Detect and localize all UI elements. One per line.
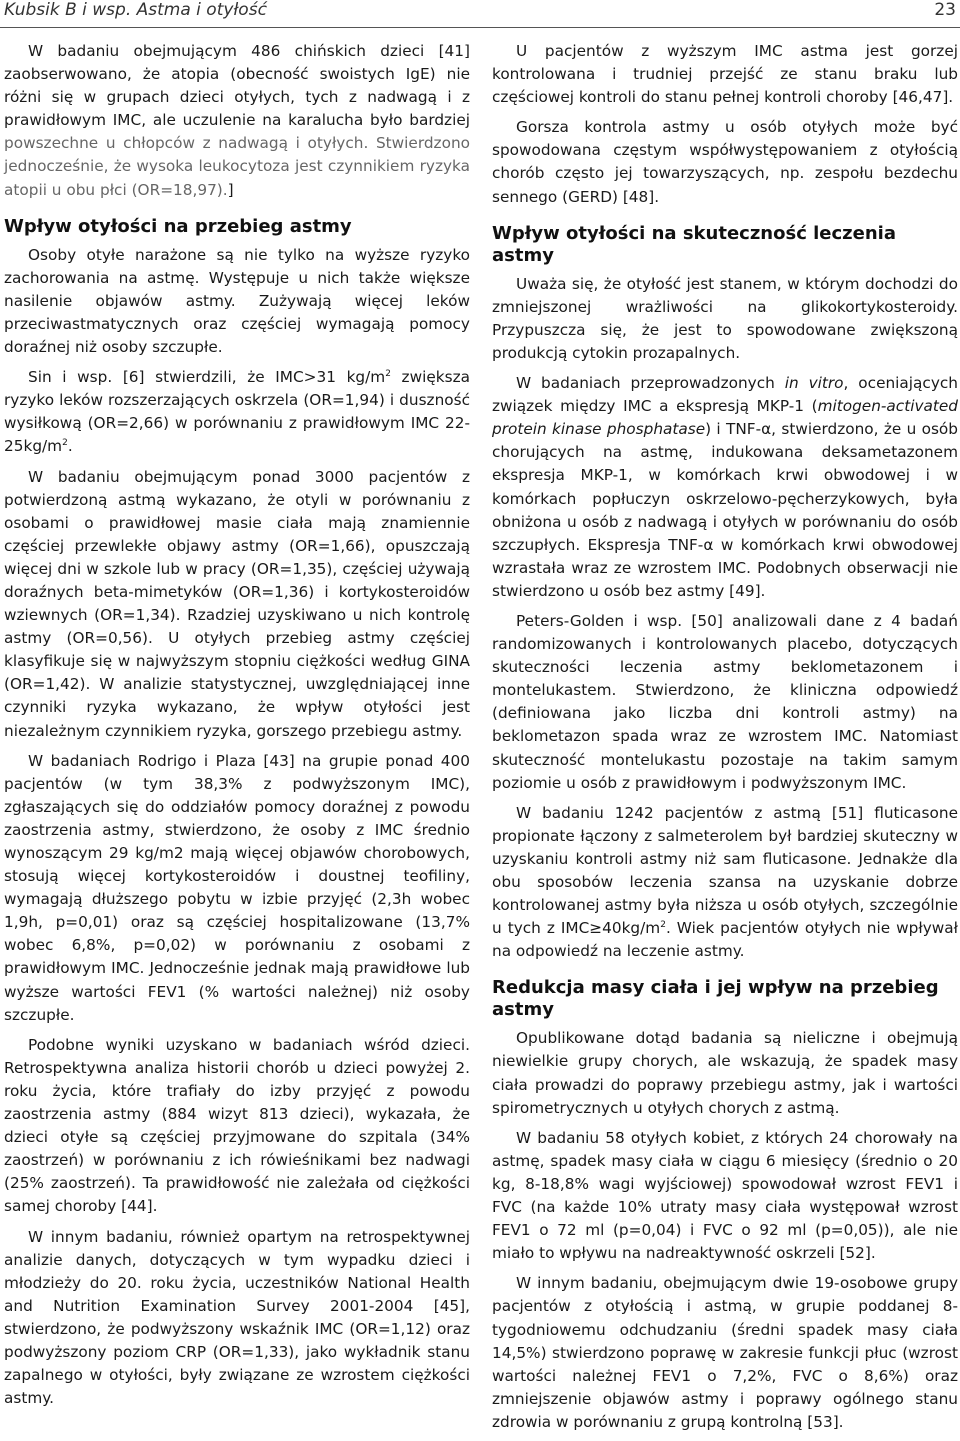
paragraph-text: ) i TNF-α, stwierdzono, że u osób chorujących na astmę, indukowana deksametazonem ekspresja MKP-1, w komórkach krwi obwodowej i w komórkach popłuczyn oskrzelowo-pęcherzykowych, była obniżona u osób z nadwagą i otyłych w porównaniu do osób szczupłych. Ekspresja TNF-α w komórkach krwi obwodowej wzrastała wraz ze wzrostem IMC. Podobnych obserwacji nie stwierdzono u osób bez astmy [49]. — [492, 420, 958, 600]
superscript: 2 — [385, 369, 391, 380]
paragraph-text: W badaniach przeprowadzonych — [516, 374, 785, 393]
left-paragraph-2: Osoby otyłe narażone są nie tylko na wyższe ryzyko zachorowania na astmę. Występuje u nich także większe nasilenie objawów astmy. Zużywają więcej leków przeciwastmatycznych oraz częściej wymagają pomocy doraźnej niż osoby szczupłe. — [4, 245, 470, 357]
right-paragraph-6 — [492, 802, 958, 964]
left-paragraph-7: W innym badaniu, również opartym na retrospektywnej analizie danych, dotyczących w tym wypadku dzieci i młodzieży do 20. roku życia, uczestników National Health and Nutrition Examination Survey 2001-2004 [45], stwierdzono, że podwyższony wskaźnik IMC (OR=1,12) oraz podwyższony poziom CRP (OR=1,33), jako wykładnik stanu zapalnego w otyłości, były związane ze wzrostem ciężkości astmy. — [4, 1227, 470, 1408]
heading-reduction: Redukcja masy ciała i jej wpływ na przebieg astmy — [492, 977, 939, 1021]
paragraph-text: . — [67, 437, 73, 456]
heading-course: Wpływ otyłości na przebieg astmy — [4, 215, 352, 237]
left-column — [4, 40, 470, 1417]
paragraph-text: Sin i wsp. [6] stwierdzili, że IMC>31 kg/m — [28, 368, 386, 387]
left-paragraph-3 — [4, 366, 470, 458]
right-paragraph-9: W innym badaniu, obejmującym dwie 19-osobowe grupy pacjentów z otyłością i astmą, w grupie poddanej 8-tygodniowemu odchudzaniu (średni spadek masy ciała 14,5%) stwierdzono poprawę w zakresie funkcji płuc (wzrost wartości należnej FEV1 o 7,2%, FVC o 8,6%) oraz zmniejszenie objawów astmy i poprawy ogólnego stanu zdrowia w porównaniu z grupą kontrolną [53]. — [492, 1274, 958, 1431]
running-head: Kubsik B i wsp. Astma i otyłość — [4, 0, 267, 20]
paragraph-text: zwiększa ryzyko leków rozszerzających oskrzela (OR=1,94) i duszność wysiłkową (OR=2,66) w porównaniu z prawidłowym IMC 22-25kg/m — [4, 368, 470, 456]
paragraph-text: , oceniających związek między IMC a ekspresją MKP-1 ( — [492, 374, 958, 416]
right-paragraph-5: Peters-Golden i wsp. [50] analizowali dane z 4 badań randomizowanych i kontrolowanych placebo, dotyczących skuteczności leczenia astmy beklometazonem i montelukastem. Stwierdzono, że kliniczna odpowiedź (definiowana jako liczba dni kontroli astmy) na beklometazon spada wraz ze wzrostem IMC. Natomiast skuteczność montelukastu pozostaje na takim samym poziomie u osób z prawidłowym i podwyższonym IMC. — [492, 611, 958, 792]
heading-treatment: Wpływ otyłości na skuteczność leczenia astmy — [492, 222, 896, 266]
italic-term: mitogen-activated protein kinase phosphatase — [492, 397, 958, 439]
paragraph-text: W badaniu obejmującym 486 chińskich dzieci [41] zaobserwowano, że atopia (obecność swoistych IgE) nie różni się w grupach dzieci otyłych, tych z nadwagą i z prawidłowym IMC, ale uczulenie na karalucha było bardziej — [4, 42, 470, 130]
right-paragraph-1: U pacjentów z wyższym IMC astma jest gorzej kontrolowana i trudniej przejść ze stanu braku lub częściowej kontroli do stanu pełnej kontroli choroby [46,47]. — [492, 42, 958, 107]
superscript: 2 — [660, 920, 666, 931]
paragraph-text-gray: powszechne u chłopców z nadwagą i otyłych. Stwierdzono jednocześnie, że wysoka leukocytoza jest czynnikiem ryzyka atopii u obu płci (OR=18,97). — [4, 134, 470, 199]
left-paragraph-5: W badaniach Rodrigo i Plaza [43] na grupie ponad 400 pacjentów (w tym 38,3% z podwyższonym IMC), zgłaszających się do oddziałów pomocy doraźnej z powodu zaostrzenia astmy, stwierdzono, że osoby z IMC średnio wynoszącym 29 kg/m2 mają więcej objawów chorobowych, stosują więcej kortykosteroidów i doustnej teofiliny, wymagają dłuższego pobytu w izbie przyjęć (2,3h wobec 1,9h, p=0,01) oraz są częściej hospitalizowane (13,7% wobec 6,8%, p=0,02) w porównaniu z osobami z prawidłowym IMC. Jednocześnie jednak mają prawidłowe lub wyższe wartości FEV1 (% wartości należnej) niż osoby szczupłe. — [4, 751, 470, 1024]
right-paragraph-4 — [492, 372, 958, 603]
page-header — [0, 0, 960, 26]
page-number: 23 — [934, 0, 956, 20]
italic-term: in vitro — [784, 374, 844, 393]
right-paragraph-3: Uważa się, że otyłość jest stanem, w którym dochodzi do zmniejszonej wrażliwości na glikokortykosteroidy. Przypuszcza się, że jest to spowodowane zwiększoną produkcją cytokin prozapalnych. — [492, 274, 958, 362]
right-paragraph-2: Gorsza kontrola astmy u osób otyłych może być spowodowana częstym współwystępowaniem z otyłością chorób często jej towarzyszących, np. zespołu bezdechu sennego (GERD) [48]. — [492, 118, 958, 206]
right-paragraph-8: W badaniu 58 otyłych kobiet, z których 24 chorowały na astmę, spadek masy ciała w ciągu 6 miesięcy (średnio o 20 kg, 8-18,8% wagi wyjściowej) spowodował wzrost FEV1 i FVC (na każde 10% utraty masy ciała występował wzrost FEV1 o 72 ml (p=0,04) i FVC o 92 ml (p=0,05)), ale nie miało to wpływu na nadreaktywność oskrzeli [52]. — [492, 1128, 958, 1263]
left-paragraph-1 — [4, 40, 470, 202]
right-column — [492, 40, 958, 1441]
right-paragraph-7: Opublikowane dotąd badania są nieliczne i obejmują niewielkie grupy chorych, ale wskazują, że spadek masy ciała prowadzi do poprawy przebiegu astmy, jak i wartości spirometrycznych u otyłych chorych z astmą. — [492, 1029, 958, 1117]
left-paragraph-6: Podobne wyniki uzyskano w badaniach wśród dzieci. Retrospektywna analiza historii chorób u dzieci powyżej 2. roku życia, które trafiały do izby przyjęć z powodu zaostrzenia astmy (884 wizyt 813 dzieci), wykazała, że dzieci otyłe są częściej przyjmowane do szpitala (34% zaostrzeń) w porównaniu z ich rówieśnikami bez nadwagi (25% zaostrzeń). Ta prawidłowość nie zależała od ciężkości samej choroby [44]. — [4, 1035, 470, 1216]
paragraph-text: ] — [227, 180, 234, 199]
left-paragraph-4: W badaniu obejmującym ponad 3000 pacjentów z potwierdzoną astmą wykazano, że otyli w porównaniu z osobami o prawidłowej masie ciała mają znamiennie częściej przewlekłe objawy astmy (OR=1,66), opuszczają więcej dni w szkole lub w pracy (OR=1,35), częściej używają doraźnych beta-mimetyków (OR=1,36) i kortykosteroidów wziewnych (OR=1,34). Rzadziej uzyskiwano u nich kontrolę astmy (OR=0,56). U otyłych przebieg astmy częściej klasyfikuje się w najwyższym stopniu ciężkości według GINA (OR=1,42). W analizie statystycznej, uwzględniającej inne czynniki ryzyka wykazano, że wpływ otyłości jest niezależnym czynnikiem ryzyka, gorszego przebiegu astmy. — [4, 467, 470, 740]
superscript: 2 — [62, 438, 68, 449]
paragraph-text: . Wiek pacjentów otyłych nie wpływał na odpowiedź na leczenie astmy. — [492, 919, 958, 961]
header-rule — [0, 27, 960, 28]
paragraph-text: W badaniu 1242 pacjentów z astmą [51] fluticasone propionate łączony z salmeterolem był bardziej skuteczny w uzyskaniu kontroli astmy niż sam fluticasone. Jednakże dla obu sposobów leczenia szansa na uzyskanie dobrze kontrolowanej astmy była niższa u osób otyłych, szczególnie u tych z IMC≥40kg/m — [492, 803, 958, 938]
